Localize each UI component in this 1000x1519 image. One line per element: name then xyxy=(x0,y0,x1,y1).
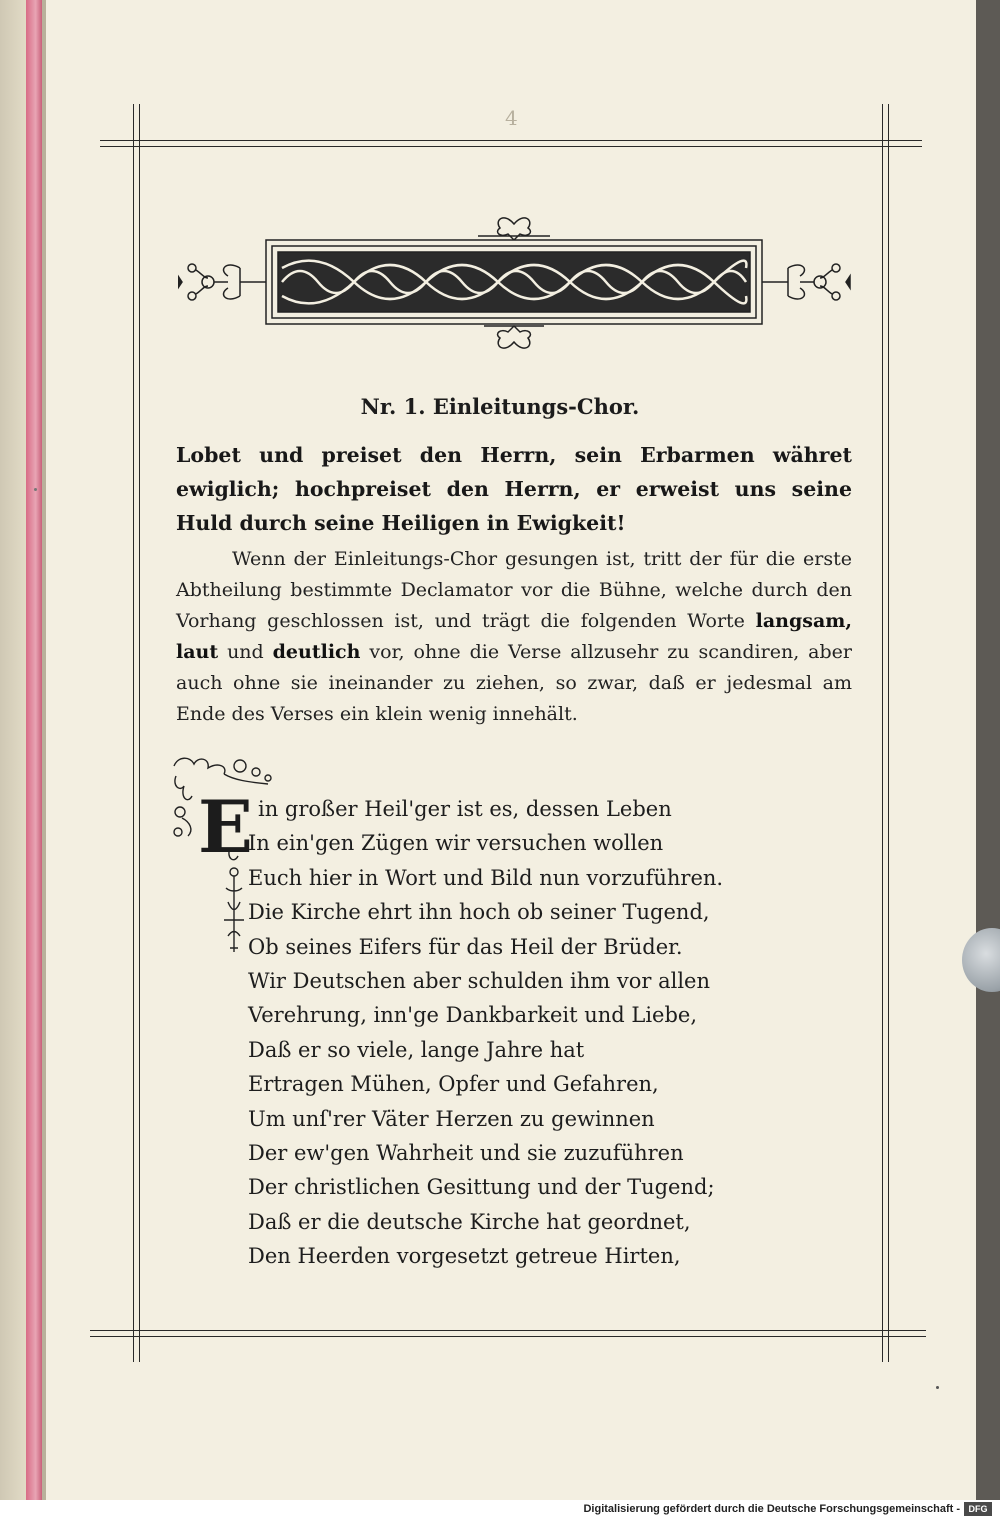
page-number: 4 xyxy=(505,106,518,130)
left-page-edge xyxy=(0,0,26,1500)
poem xyxy=(248,792,808,1274)
dropcap-letter: E xyxy=(198,784,253,869)
section-heading: Nr. 1. Einleitungs-Chor. xyxy=(360,394,640,419)
dfg-logo: DFG xyxy=(964,1502,992,1516)
footer-credit: Digitalisierung gefördert durch die Deutsche Forschungsgemeinschaft - xyxy=(583,1503,960,1515)
poem-line: Ertragen Mühen, Opfer und Gefahren, xyxy=(248,1072,659,1097)
right-dark-margin xyxy=(976,0,1000,1500)
footer-bar xyxy=(0,1500,1000,1519)
poem-line: in großer Heil'ger ist es, dessen Leben xyxy=(258,797,672,821)
poem-line: Um unſ'rer Väter Herzen zu gewinnen xyxy=(248,1106,655,1131)
poem-line: In ein'gen Zügen wir versuchen wollen xyxy=(248,831,664,856)
poem-line: Wir Deutschen aber schulden ihm vor allen xyxy=(248,969,710,994)
poem-line: Der ew'gen Wahrheit und sie zuzuführen xyxy=(248,1141,684,1166)
poem-line: Ob seines Eifers für das Heil der Brüder. xyxy=(248,934,683,959)
poem-line: Der christlichen Gesittung und der Tugend; xyxy=(248,1175,715,1200)
instruction-text-3: vor, ohne die Verse allzusehr zu scandiren, aber auch ohne sie ineinander zu ziehen, so zwar, daß er jedesmal am Ende des Verses ein klein wenig innehält. xyxy=(176,641,852,725)
paper-fleck xyxy=(936,1386,939,1389)
spine-thread xyxy=(34,488,37,491)
poem-line: Verehrung, inn'ge Dankbarkeit und Liebe, xyxy=(248,1003,698,1028)
instruction-text-1: Wenn der Einleitungs-Chor gesungen ist, tritt der für die erste Abtheilung bestimmte Declamator vor die Bühne, welche durch den Vorhang geschlossen ist, und trägt die folgenden Worte xyxy=(176,548,852,632)
instruction-text-2: und xyxy=(218,641,273,663)
poem-line: Daß er so viele, lange Jahre hat xyxy=(248,1037,585,1062)
poem-line: Daß er die deutsche Kirche hat geordnet, xyxy=(248,1209,691,1234)
poem-line: Euch hier in Wort und Bild nun vorzuführen. xyxy=(248,865,724,890)
stage-instruction xyxy=(176,544,852,730)
instruction-bold-1: langsam, laut xyxy=(176,610,852,663)
instruction-bold-2: deutlich xyxy=(272,641,361,663)
book-spine xyxy=(26,0,42,1500)
poem-line: Die Kirche ehrt ihn hoch ob seiner Tugend, xyxy=(248,900,710,925)
ornament-header xyxy=(178,208,858,358)
poem-line: Den Heerden vorgesetzt getreue Hirten, xyxy=(248,1244,681,1269)
motto-text: Lobet und preiset den Herrn, sein Erbarmen währet ewiglich; hochpreiset den Herrn, er erweist uns seine Huld durch seine Heiligen in Ewigkeit! xyxy=(176,443,852,535)
